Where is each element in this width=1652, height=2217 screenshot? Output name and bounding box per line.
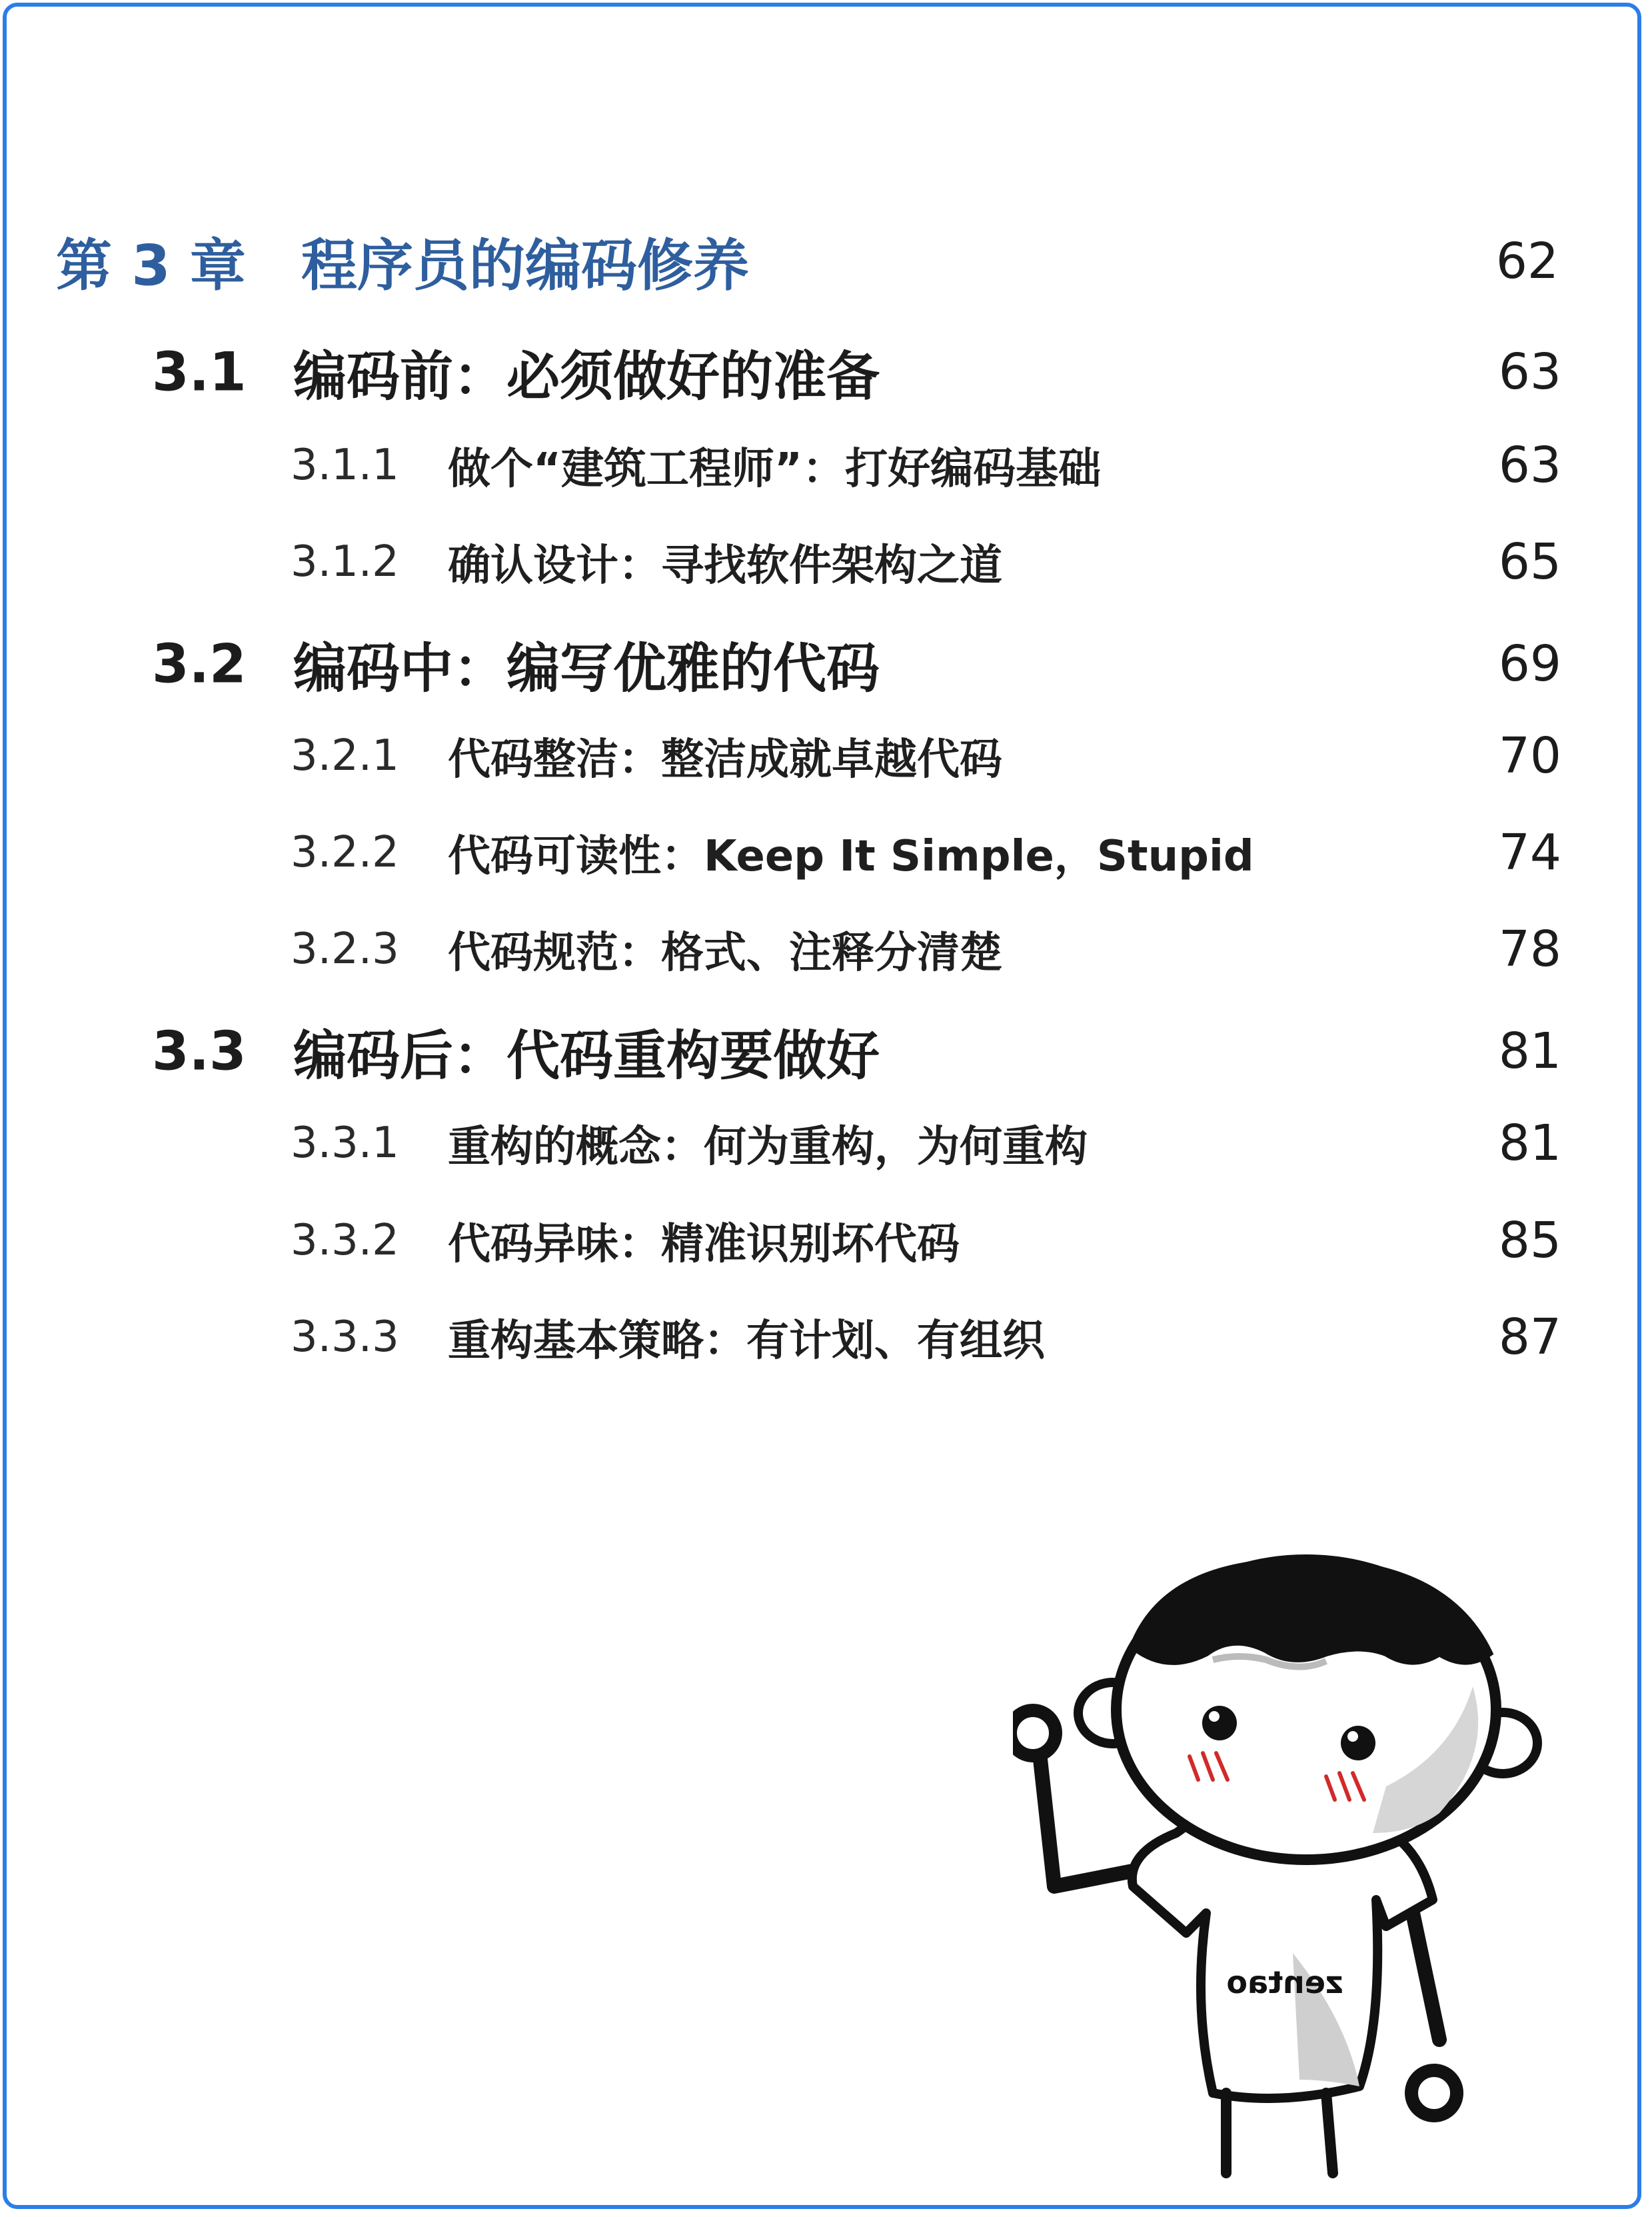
toc-section-entry[interactable] (0, 332, 1652, 412)
section-number: 3.3 (152, 1020, 247, 1083)
section-title: 编码前：必须做好的准备 (293, 345, 880, 408)
mascot-right-eye (1341, 1726, 1375, 1760)
subsection-title: 代码规范：格式、注释分清楚 (448, 929, 1002, 978)
subsection-title: 做个“建筑工程师”：打好编码基础 (448, 445, 1102, 494)
subsection-number: 3.3.3 (291, 1312, 399, 1362)
toc-subsection-entry[interactable] (0, 813, 1652, 893)
section-number: 3.2 (152, 633, 247, 695)
mascot-right-arm (1413, 1913, 1439, 2040)
toc-section-entry[interactable] (0, 1011, 1652, 1091)
toc-subsection-entry[interactable] (0, 1103, 1652, 1183)
subsection-page: 78 (1498, 921, 1561, 978)
subsection-title: 代码可读性：Keep It Simple，Stupid (448, 832, 1254, 881)
subsection-number: 3.3.2 (291, 1216, 399, 1265)
mascot-illustration (1013, 1553, 1546, 2186)
toc-chapter-entry[interactable] (0, 221, 1652, 301)
subsection-number: 3.2.1 (291, 731, 399, 781)
section-title: 编码中：编写优雅的代码 (293, 637, 880, 700)
section-page: 81 (1498, 1023, 1561, 1080)
subsection-title: 代码异味：精准识别坏代码 (448, 1220, 960, 1269)
subsection-number: 3.2.2 (291, 828, 399, 877)
subsection-page: 81 (1498, 1114, 1561, 1172)
mascot-left-hand (1013, 1710, 1056, 1756)
toc-subsection-entry[interactable] (0, 1200, 1652, 1280)
subsection-page: 70 (1498, 727, 1561, 785)
chapter-title: 程序员的编码修养 (301, 233, 750, 299)
mascot-left-eye (1202, 1706, 1237, 1740)
chapter-label: 第 3 章 (56, 233, 246, 299)
toc-subsection-entry[interactable] (0, 716, 1652, 796)
mascot-right-eye-glint (1347, 1731, 1358, 1742)
section-title: 编码后：代码重构要做好 (293, 1025, 880, 1087)
toc-subsection-entry[interactable] (0, 522, 1652, 602)
subsection-page: 65 (1498, 533, 1561, 591)
toc-section-entry[interactable] (0, 624, 1652, 704)
subsection-page: 74 (1498, 824, 1561, 881)
chapter-page: 62 (1495, 233, 1559, 290)
subsection-title: 重构基本策略：有计划、有组织 (448, 1316, 1045, 1366)
mascot-right-hand (1411, 2070, 1457, 2116)
mascot-legs (1226, 2093, 1333, 2173)
subsection-page: 85 (1498, 1212, 1561, 1269)
section-page: 69 (1498, 635, 1561, 693)
subsection-number: 3.1.1 (291, 441, 399, 490)
subsection-page: 87 (1498, 1308, 1561, 1366)
mascot-shirt-text: zentao (1226, 1964, 1343, 2000)
mascot-hair (1133, 1561, 1489, 1662)
mascot-left-eye-glint (1209, 1711, 1220, 1722)
section-number: 3.1 (152, 341, 247, 403)
section-page: 63 (1498, 343, 1561, 401)
subsection-title: 代码整洁：整洁成就卓越代码 (448, 735, 1002, 785)
subsection-number: 3.1.2 (291, 537, 399, 587)
subsection-number: 3.2.3 (291, 925, 399, 974)
toc-subsection-entry[interactable] (0, 909, 1652, 989)
subsection-title: 重构的概念：何为重构，为何重构 (448, 1122, 1088, 1172)
subsection-number: 3.3.1 (291, 1118, 399, 1168)
subsection-title: 确认设计：寻找软件架构之道 (448, 541, 1002, 591)
toc-subsection-entry[interactable] (0, 1297, 1652, 1377)
subsection-page: 63 (1498, 437, 1561, 494)
toc-subsection-entry[interactable] (0, 425, 1652, 505)
